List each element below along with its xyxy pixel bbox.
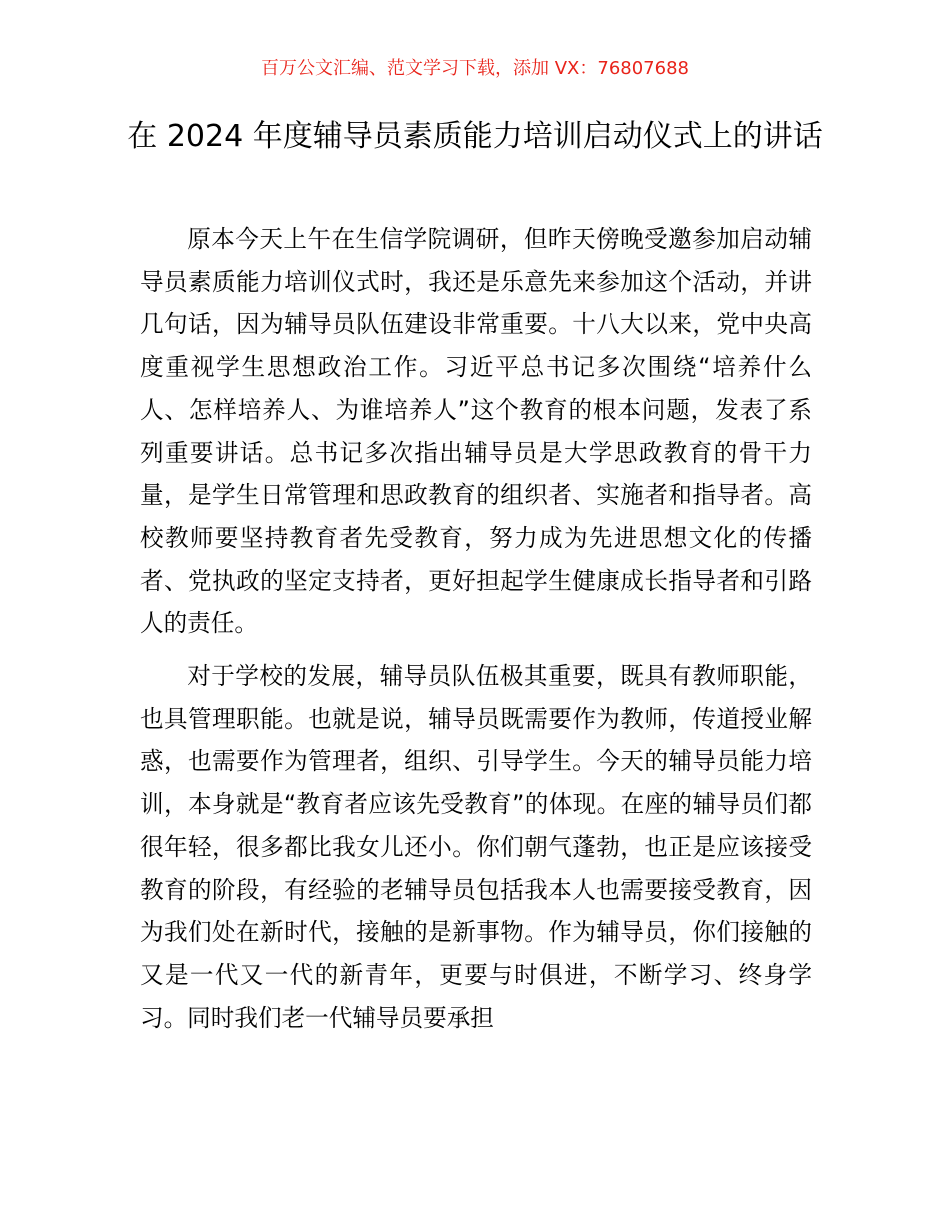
document-title: 在 2024 年度辅导员素质能力培训启动仪式上的讲话 (127, 119, 823, 154)
document-body (140, 218, 812, 1039)
header-banner: 百万公文汇编、范文学习下载，添加 VX：76807688 (261, 58, 689, 79)
body-paragraph-1: 原本今天上午在生信学院调研，但昨天傍晚受邀参加启动辅导员素质能力培训仪式时，我还是乐意先来参加这个活动，并讲几句话，因为辅导员队伍建设非常重要。十八大以来，党中央高度重视学生思想政治工作。习近平总书记多次围绕“培养什么人、怎样培养人、为谁培养人”这个教育的根本问题，发表了系列重要讲话。总书记多次指出辅导员是大学思政教育的骨干力量，是学生日常管理和思政教育的组织者、实施者和指导者。高校教师要坚持教育者先受教育，努力成为先进思想文化的传播者、党执政的坚定支持者，更好担起学生健康成长指导者和引路人的责任。 (140, 225, 812, 638)
body-paragraph-2: 对于学校的发展，辅导员队伍极其重要，既具有教师职能，也具管理职能。也就是说，辅导员既需要作为教师，传道授业解惑，也需要作为管理者，组织、引导学生。今天的辅导员能力培训，本身就是“教育者应该先受教育”的体现。在座的辅导员们都很年轻，很多都比我女儿还小。你们朝气蓬勃，也正是应该接受教育的阶段，有经验的老辅导员包括我本人也需要接受教育，因为我们处在新时代，接触的是新事物。作为辅导员，你们接触的又是一代又一代的新青年，更要与时俱进，不断学习、终身学习。同时我们老一代辅导员要承担 (140, 662, 812, 1032)
